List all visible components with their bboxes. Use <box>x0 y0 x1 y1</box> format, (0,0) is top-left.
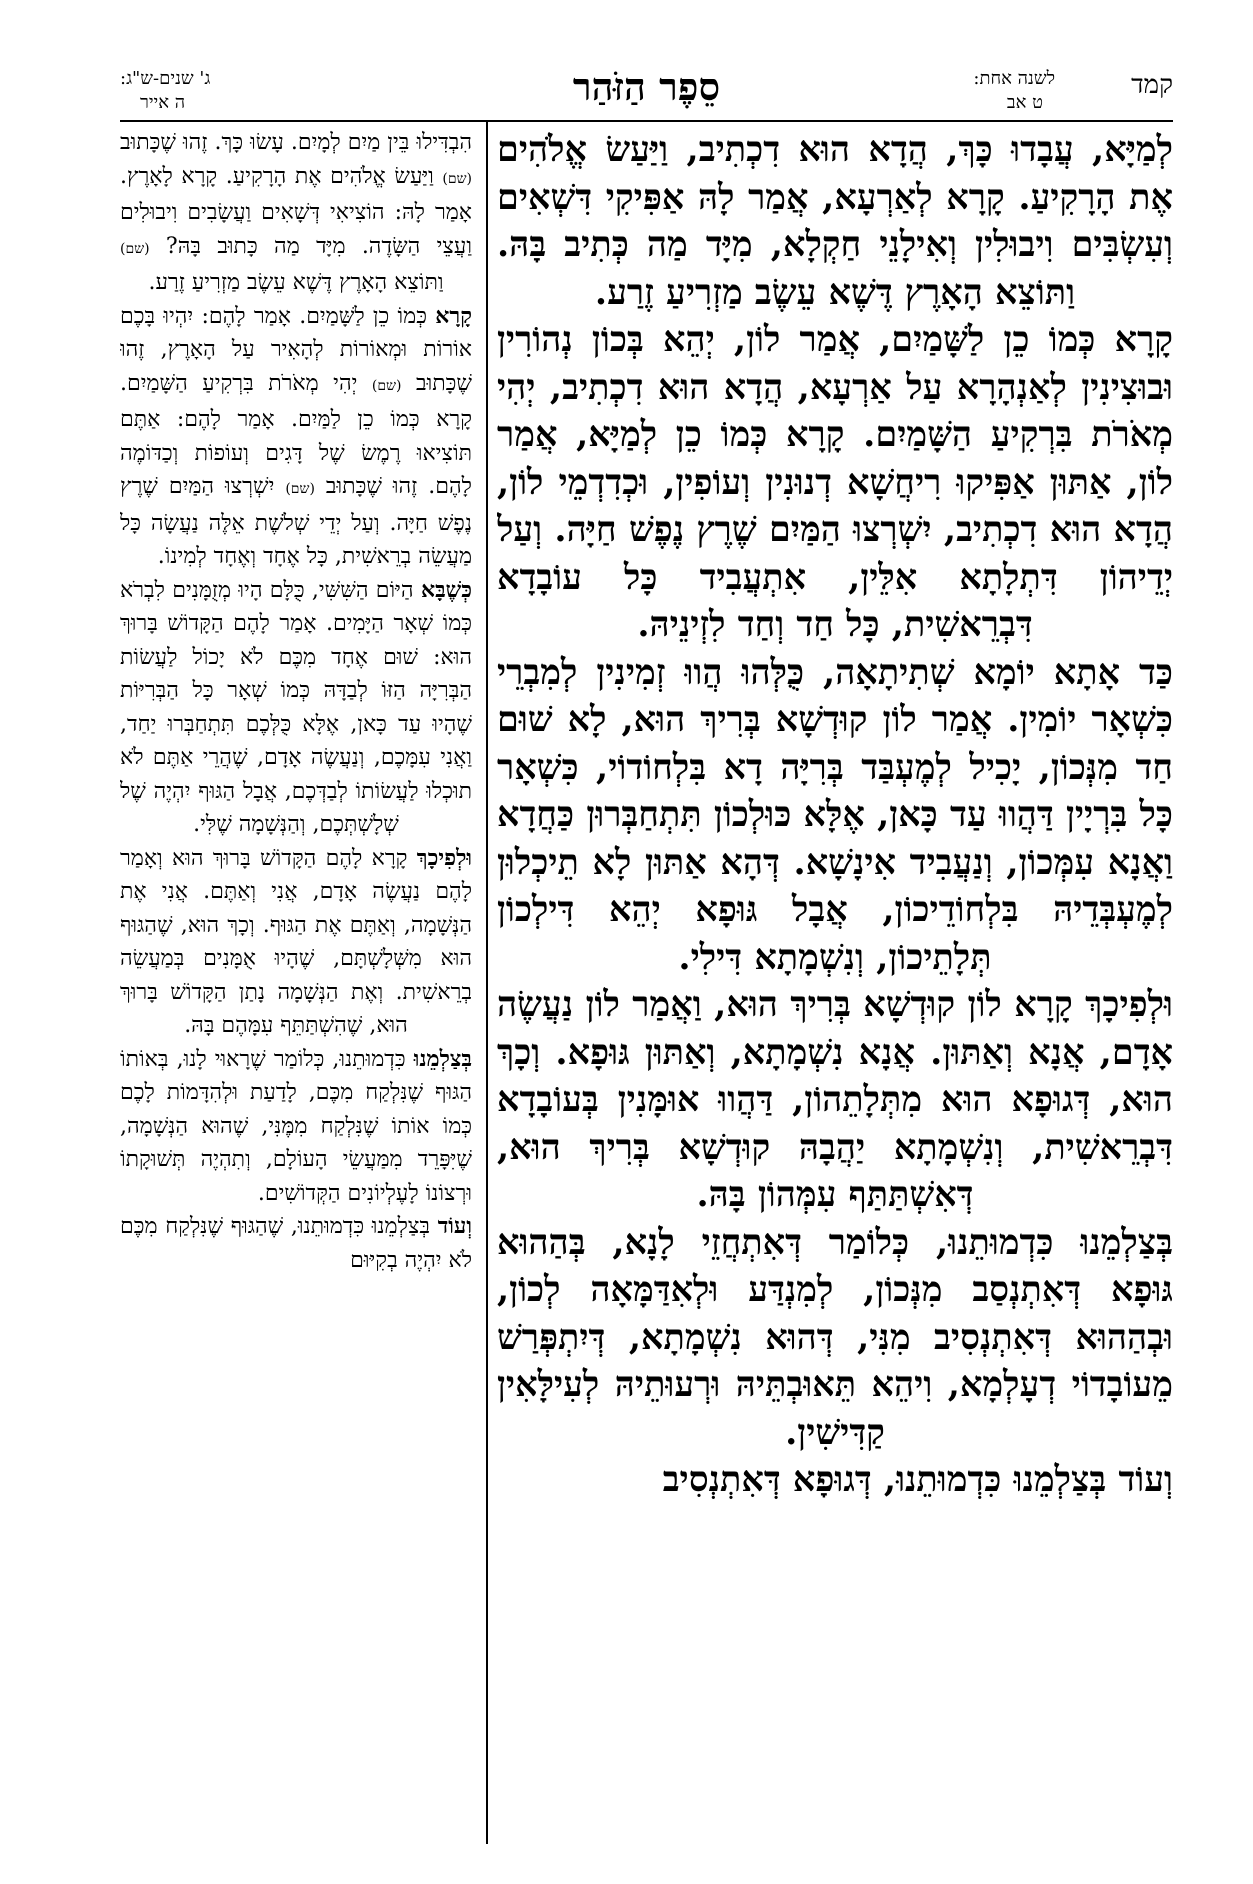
schedule-three-years-date: ה אייר <box>140 92 186 113</box>
schedule-one-year-date: ט אב <box>1006 92 1043 113</box>
source-reference: (שם) <box>371 377 402 394</box>
commentary-text: יְהִי מְאֹרֹת בִּרְקִיעַ הַשָּׁמַיִם. קָרָא כְּמוֹ כֵן לַמַּיִם. אָמַר לָהֶם: אַתֶּם תּוֹצִיאוּ רֶמֶשׂ שֶׁל דָּגִים וְעוֹפוֹת וְכַדּוֹמֶה לָהֶם. זֶהוּ שֶׁכָּתוּב <box>120 370 472 499</box>
commentary-text: הִבְדִּילוּ בֵּין מַיִם לְמָיִם. עָשׂוּ כָּךְ. זֶהוּ שֶׁכָּתוּב <box>120 130 472 155</box>
commentary-paragraph <box>120 842 472 1043</box>
column-divider <box>486 122 488 1844</box>
source-reference: (שם) <box>120 240 150 257</box>
commentary-text: בְּצַלְמֵנוּ כִּדְמוּתֵנוּ, שֶׁהַגּוּף שֶׁנִּלְקַח מִכֶּם לֹא יִהְיֶה בְקִיּוּם <box>120 1214 472 1273</box>
zohar-text-column <box>497 126 1173 1846</box>
commentary-paragraph <box>120 1043 472 1211</box>
page-number: קמד <box>1131 70 1173 100</box>
main-paragraph: כַּד אָתָא יוֹמָא שְׁתִיתָאָה, כֻּלְּהוּ הֲווּ זְמִינִין לְמִבְרֵי כִּשְׁאָר יוֹמִין. אֲמַר לוֹן קוּדְשָׁא בְּרִיךְ הוּא, לָא שׁוּם חַד מִנְּכוֹן, יָכִיל לְמֶעְבַּד בְּרִיָּה דָא בִּלְחוֹדוֹי, כִּשְׁאָר כָּל בִּרְיָין דַּהֲווּ עַד כָּאן, אֶלָּא כּוּלְכוֹן תִּתְחַבְּרוּן כַּחֲדָא וַאֲנָא עִמְּכוֹן, וְנַעֲבִיד אִינָשָׁא. דְּהָא אַתּוּן לָא תֵיכְלוּן לְמֶעְבְּדֵיהּ בִּלְחוֹדֵיכוֹן, אֲבָל גּוּפָא יְהֵא דִּילְכוֹן תְּלָתֵיכוֹן, וְנִשְׁמָתָא דִּילִי. <box>497 651 1173 978</box>
commentary-paragraph <box>120 126 472 300</box>
commentary-paragraph <box>120 574 472 842</box>
book-title: סֵפֶר הַזֹּהַר <box>572 64 721 109</box>
header-rule <box>120 120 1173 122</box>
commentary-text: וַתּוֹצֵא הָאָרֶץ דֶּשֶׁא עֵשֶׂב מַזְרִיעַ זֶרַע. <box>148 270 444 295</box>
lead-word: כְּשֶׁבָּא <box>420 576 472 603</box>
main-paragraph: וְעוֹד בְּצַלְמֵנוּ כִּדְמוּתֵנוּ, דְּגוּפָא דְּאִתְנְסִיב <box>662 1459 1173 1500</box>
commentary-text: וַיַּעַשׂ אֱלֹהִים אֶת הָרָקִיעַ. קָרָא לָאָרֶץ. אָמַר לָהּ: הוֹצִיאִי דְּשָׁאִים וַעֲשָׂבִים וִיבוּלִים וַעֲצֵי הַשָּׂדֶה. מִיָּד מַה כָּתוּב בָּהּ? <box>120 163 472 259</box>
main-paragraph: בְּצַלְמֵנוּ כִּדְמוּתֵנוּ, כְּלוֹמַר דְּאִתְחֲזֵי לָנָא, בְּהַהוּא גּוּפָא דְּאִתְנְסַב מִנְּכוֹן, לְמִנְדַּע וּלְאִדַּמָּאָה לְכוֹן, וּבְהַהוּא דְּאִתְנְסִיב מִנִּי, דְּהוּא נִשְׁמָתָא, דְּיִתְפְּרַשׁ מֵעוֹבָדוֹי דְעָלְמָא, וִיהֵא תֵּאוּבְתֵּיהּ וּרְעוּתֵיהּ לְעִילָּאִין קַדִּישִׁין. <box>497 1221 1173 1453</box>
commentary-text: כִּדְמוּתֵנוּ, כְּלוֹמַר שֶׁרָאוּי לָנוּ, בְּאוֹתוֹ הַגּוּף שֶׁנִּלְקַח מִכֶּם, לָדַעַת וּלְהִדָּמוֹת לָכֶם כְּמוֹ אוֹתוֹ שֶׁנִּלְקַח מִמֶּנִּי, שֶׁהוּא הַנְּשָׁמָה, שֶׁיִּפָּרֵד מִמַּעֲשֵׂי הָעוֹלָם, וְתִהְיֶה תְּשׁוּקָתוֹ וּרְצוֹנוֹ לָעֶלְיוֹנִים הַקְּדוֹשִׁים. <box>120 1046 472 1206</box>
translation-column <box>120 126 472 1846</box>
main-paragraph: וּלְפִיכָךְ קָרָא לוֹן קוּדְשָׁא בְּרִיךְ הוּא, וַאֲמַר לוֹן נַעֲשֶׂה אָדָם, אֲנָא וְאַתּוּן. אֲנָא נִשְׁמָתָא, וְאַתּוּן גּוּפָא. וְכָךְ הוּא, דְּגוּפָא הוּא מִתְּלָתֵהוֹן, דַּהֲווּ אוּמָּנִין בְּעוֹבָדָא דִּבְרֵאשִׁית, וְנִשְׁמָתָא יַהֲבָהּ קוּדְשָׁא בְּרִיךְ הוּא, דְּאִשְׁתַּתַּף עִמְּהוֹן בָּהּ. <box>497 984 1173 1215</box>
commentary-text: הַיּוֹם הַשִּׁשִּׁי, כֻּלָּם הָיוּ מְזֻמָּנִים לִבְרֹא כְּמוֹ שְׁאָר הַיָּמִים. אָמַר לָהֶם הַקָּדוֹשׁ בָּרוּךְ הוּא: שׁוּם אֶחָד מִכֶּם לֹא יָכוֹל לַעֲשׂוֹת הַבְּרִיָּה הַזּוֹ לְבַדָּהּ כְּמוֹ שְׁאָר כָּל הַבְּרִיּוֹת שֶׁהָיוּ עַד כָּאן, אֶלָּא כֻּלְּכֶם תִּתְחַבְּרוּ יַחַד, וַאֲנִי עִמָּכֶם, וְנַעֲשֶׂה אָדָם, שֶׁהֲרֵי אַתֶּם לֹא תוּכְלוּ לַעֲשׂוֹתוֹ לְבַדְּכֶם, אֲבָל הַגּוּף יִהְיֶה שֶׁל שְׁלָשְׁתְּכֶם, וְהַנְּשָׁמָה שֶׁלִּי. <box>120 577 472 837</box>
lead-word: בְּצַלְמֵנוּ <box>413 1045 472 1072</box>
commentary-paragraph <box>120 300 472 574</box>
lead-word: קָרָא <box>435 302 472 329</box>
main-paragraph: קָרָא כְּמוֹ כֵן לַשָּׁמַיִם, אֲמַר לוֹן, יְהֵא בְּכוֹן נְהוֹרִין וּבוּצִינִין לְאַנְהָרָא עַל אַרְעָא, הֲדָא הוּא דִכְתִיב, יְהִי מְאֹרֹת בִּרְקִיעַ הַשָּׁמַיִם. קָרָא כְּמוֹ כֵן לְמַיָּא, אֲמַר לוֹן, אַתּוּן אַפִּיקוּ רִיחֲשָׁא דְנוּנִין וְעוֹפִין, וּכְדִדְמֵי לוֹן, הֲדָא הוּא דִכְתִיב, יִשְׁרְצוּ הַמַּיִם שֶׁרֶץ נֶפֶשׁ חַיָּה. וְעַל יְדֵיהוֹן דִּתְלָתָא אִלֵּין, אִתְעֲבִיד כָּל עוֹבָדָא דִּבְרֵאשִׁית, כָּל חַד וְחַד לִזְינֵיהּ. <box>497 319 1173 645</box>
main-paragraph: לְמַיָּא, עֲבָדוּ כָּךְ, הֲדָא הוּא דִכְתִיב, וַיַּעַשׂ אֱלֹהִים אֶת הָרָקִיעַ. קָרָא לְאַרְעָא, אֲמַר לָהּ אַפִּיקִי דִּשְׁאִים וְעִשְׂבִּים וִיבוּלִין וְאִילָנֵי חַקְלָא, מִיָּד מַה כְּתִיב בָּהּ. וַתּוֹצֵא הָאָרֶץ דֶּשֶׁא עֵשֶׂב מַזְרִיעַ זֶרַע. <box>497 129 1173 313</box>
lead-word: וּלְפִיכָךְ <box>416 844 472 871</box>
source-reference: (שם) <box>285 481 315 497</box>
schedule-three-years: ג' שנים-ש"ג: <box>120 68 211 89</box>
schedule-one-year: לשנה אחת: <box>973 68 1055 89</box>
commentary-paragraph <box>120 1210 472 1277</box>
commentary-text: קָרָא לָהֶם הַקָּדוֹשׁ בָּרוּךְ הוּא וְאָמַר לָהֶם נַעֲשֶׂה אָדָם, אֲנִי וְאַתֶּם. אֲנִי אֶת הַנְּשָׁמָה, וְאַתֶּם אֶת הַגּוּף. וְכָךְ הוּא, שֶׁהַגּוּף הוּא מִשְּׁלָשְׁתָּם, שֶׁהָיוּ אֻמָּנִים בְּמַעֲשֵׂה בְרֵאשִׁית. וְאֶת הַנְּשָׁמָה נָתַן הַקָּדוֹשׁ בָּרוּךְ הוּא, שֶׁהִשְׁתַּתֵּף עִמָּהֶם בָּהּ. <box>120 845 472 1038</box>
page-header <box>120 64 1173 116</box>
source-reference: (שם) <box>442 170 472 187</box>
commentary-text: יִשְׁרְצוּ הַמַּיִם שֶׁרֶץ נֶפֶשׁ חַיָּה. וְעַל יְדֵי שְׁלֹשֶׁת אֵלֶּה נַעֲשָׂה כָּל מַעֲשֵׂה בְרֵאשִׁית, כָּל אֶחָד וְאֶחָד לְמִינוֹ. <box>120 474 472 569</box>
commentary-text: כְּמוֹ כֵן לַשָּׁמַיִם. אָמַר לָהֶם: יִהְיוּ בָּכֶם אוֹרוֹת וּמְאוֹרוֹת לְהָאִיר עַל הָאָרֶץ, זֶהוּ שֶׁכָּתוּב <box>120 303 472 396</box>
lead-word: וְעוֹד <box>437 1213 472 1239</box>
